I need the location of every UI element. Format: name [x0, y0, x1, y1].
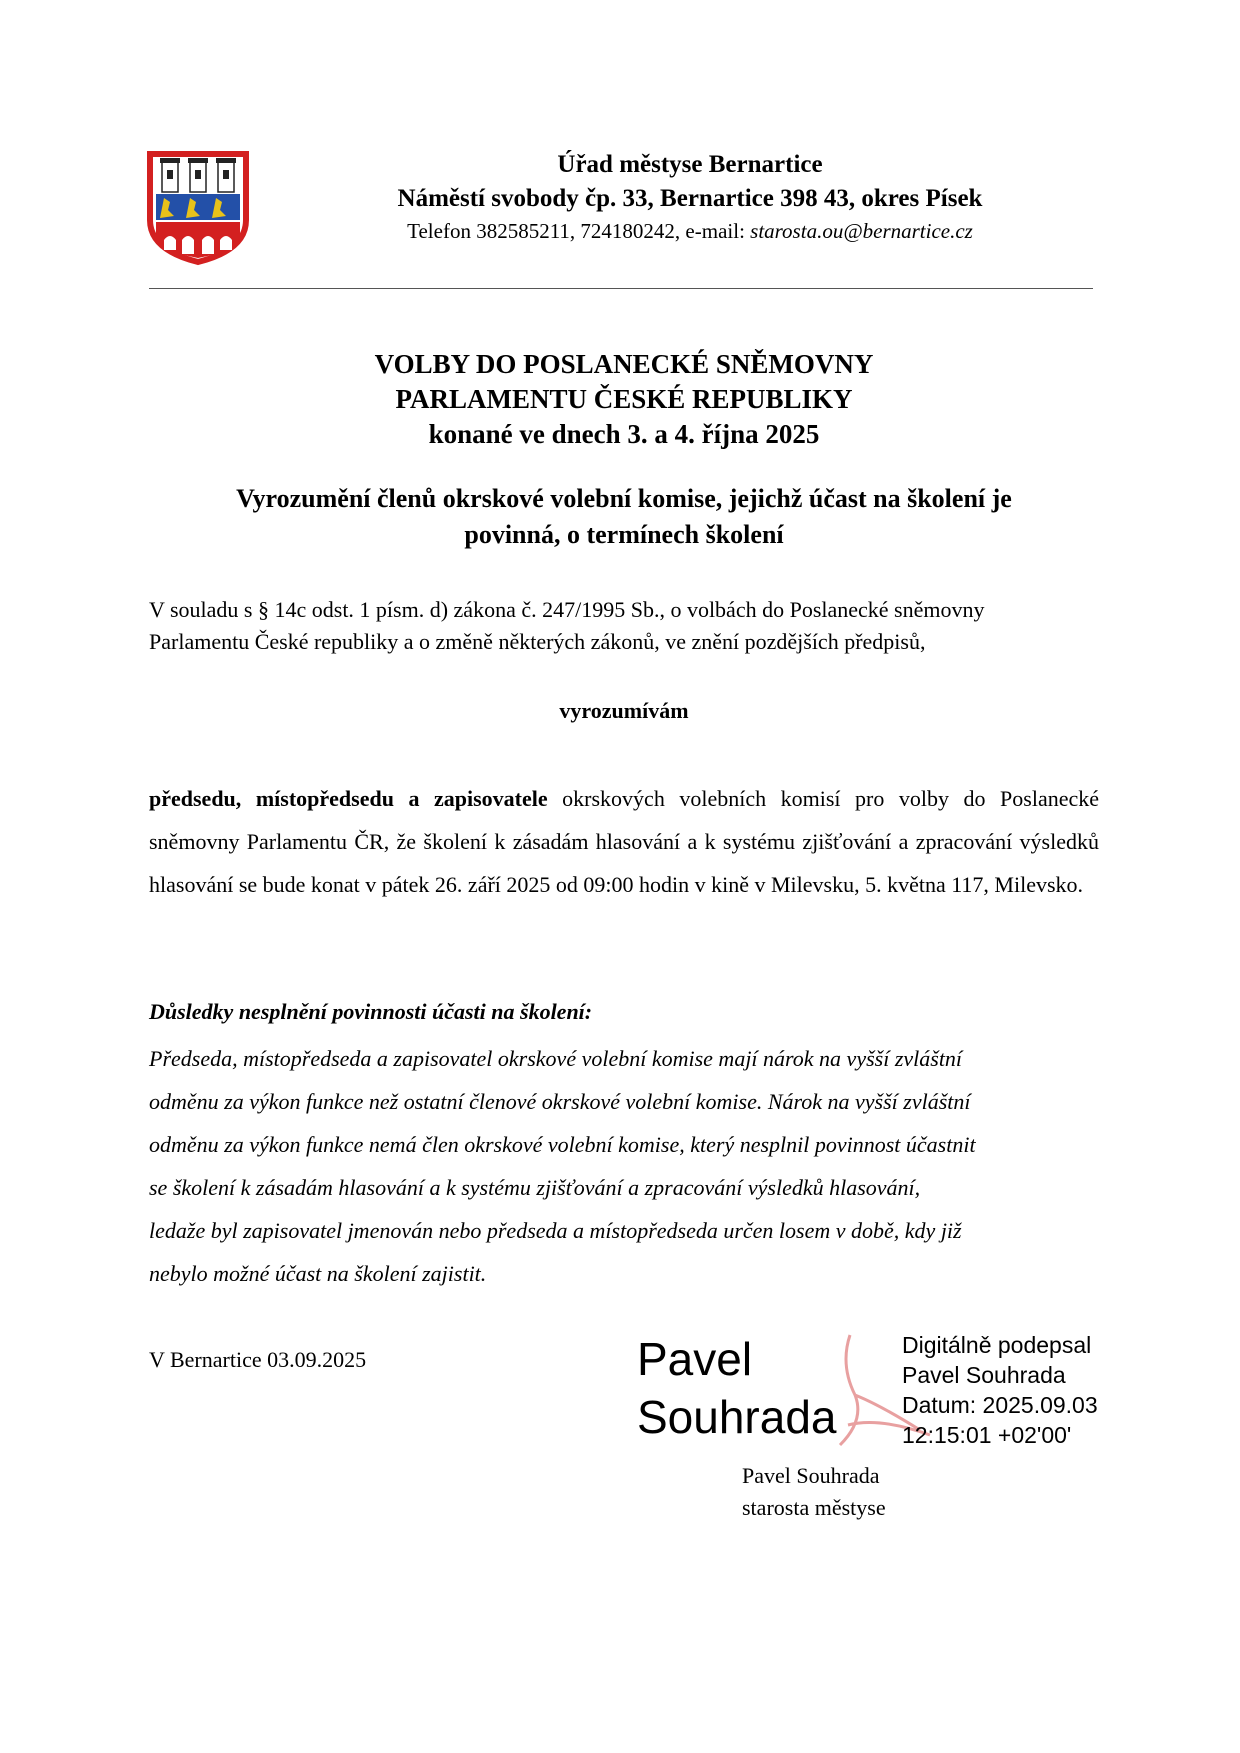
notification-verb: vyrozumívám [559, 698, 689, 723]
legal-line-2: Parlamentu České republiky a o změně některých zákonů, ve znění pozdějších předpisů, [149, 629, 926, 654]
signer-role: starosta městyse [742, 1495, 886, 1520]
consequences-line: se školení k zásadám hlasování a k systému zjišťování a zpracování výsledků hlasování, [149, 1175, 921, 1200]
office-name: Úřad městyse Bernartice [557, 151, 823, 178]
handwritten-signature [637, 1330, 837, 1446]
subtitle-line-2: povinná, o termínech školení [464, 520, 784, 549]
contact-email-link[interactable]: starosta.ou@bernartice.cz [750, 219, 973, 243]
signer-block [742, 1460, 886, 1524]
title-line-1: VOLBY DO POSLANECKÉ SNĚMOVNY [374, 349, 874, 379]
digital-signature-note [902, 1330, 1098, 1450]
notified-roles: předsedu, místopředsedu a zapisovatele [149, 786, 548, 811]
contact-phones: Telefon 382585211, 724180242, e-mail: [407, 219, 751, 243]
document-subtitle [149, 481, 1099, 553]
header-divider [149, 288, 1093, 289]
notification-paragraph [149, 777, 1099, 906]
coat-of-arms-logo [146, 150, 250, 266]
consequences-line: odměnu za výkon funkce než ostatní členové okrskové volební komise. Nárok na vyšší zvláštní [149, 1089, 971, 1114]
digital-signature-line: Digitálně podepsal [902, 1332, 1092, 1358]
consequences-line: Předseda, místopředseda a zapisovatel okrskové volební komise mají nárok na vyšší zvláštní [149, 1046, 963, 1071]
digital-signature-line: Pavel Souhrada [902, 1362, 1066, 1388]
signature-first-name: Pavel [637, 1333, 753, 1385]
consequences-paragraph [149, 1037, 1099, 1295]
legal-line-1: V souladu s § 14c odst. 1 písm. d) zákona č. 247/1995 Sb., o volbách do Poslanecké sněmovny [149, 597, 985, 622]
consequences-line: odměnu za výkon funkce nemá člen okrskové volební komise, který nesplnil povinnost účastnit [149, 1132, 976, 1157]
title-line-3: konané ve dnech 3. a 4. října 2025 [428, 419, 820, 449]
consequences-line: nebylo možné účast na školení zajistit. [149, 1261, 487, 1286]
subtitle-line-1: Vyrozumění členů okrskové volební komise, jejichž účast na školení je [236, 484, 1012, 513]
consequences-heading: Důsledky nesplnění povinnosti účasti na školení: [149, 999, 593, 1024]
digital-signature-line: 12:15:01 +02'00' [902, 1422, 1072, 1448]
legal-reference [149, 594, 1109, 658]
signature-last-name: Souhrada [637, 1391, 837, 1443]
office-contact [290, 216, 1090, 246]
digital-signature-line: Datum: 2025.09.03 [902, 1392, 1098, 1418]
notification-text: okrskových volebních komisí pro volby do Poslanecké sněmovny Parlamentu ČR, že školení k zásadám hlasování a k systému zjišťování a zpracování výsledků hlasování se bude konat v pátek 26. září 2025 od 09:00 hodin v kině v Milevsku, 5. května 117, Milevsko. [149, 786, 1100, 897]
office-address: Náměstí svobody čp. 33, Bernartice 398 43, okres Písek [397, 185, 983, 212]
letterhead [290, 148, 1090, 246]
document-title [149, 347, 1099, 452]
signer-name: Pavel Souhrada [742, 1463, 880, 1488]
place-and-date: V Bernartice 03.09.2025 [149, 1347, 367, 1372]
title-line-2: PARLAMENTU ČESKÉ REPUBLIKY [395, 384, 853, 414]
consequences-line: ledaže byl zapisovatel jmenován nebo předseda a místopředseda určen losem v době, kdy již [149, 1218, 962, 1243]
